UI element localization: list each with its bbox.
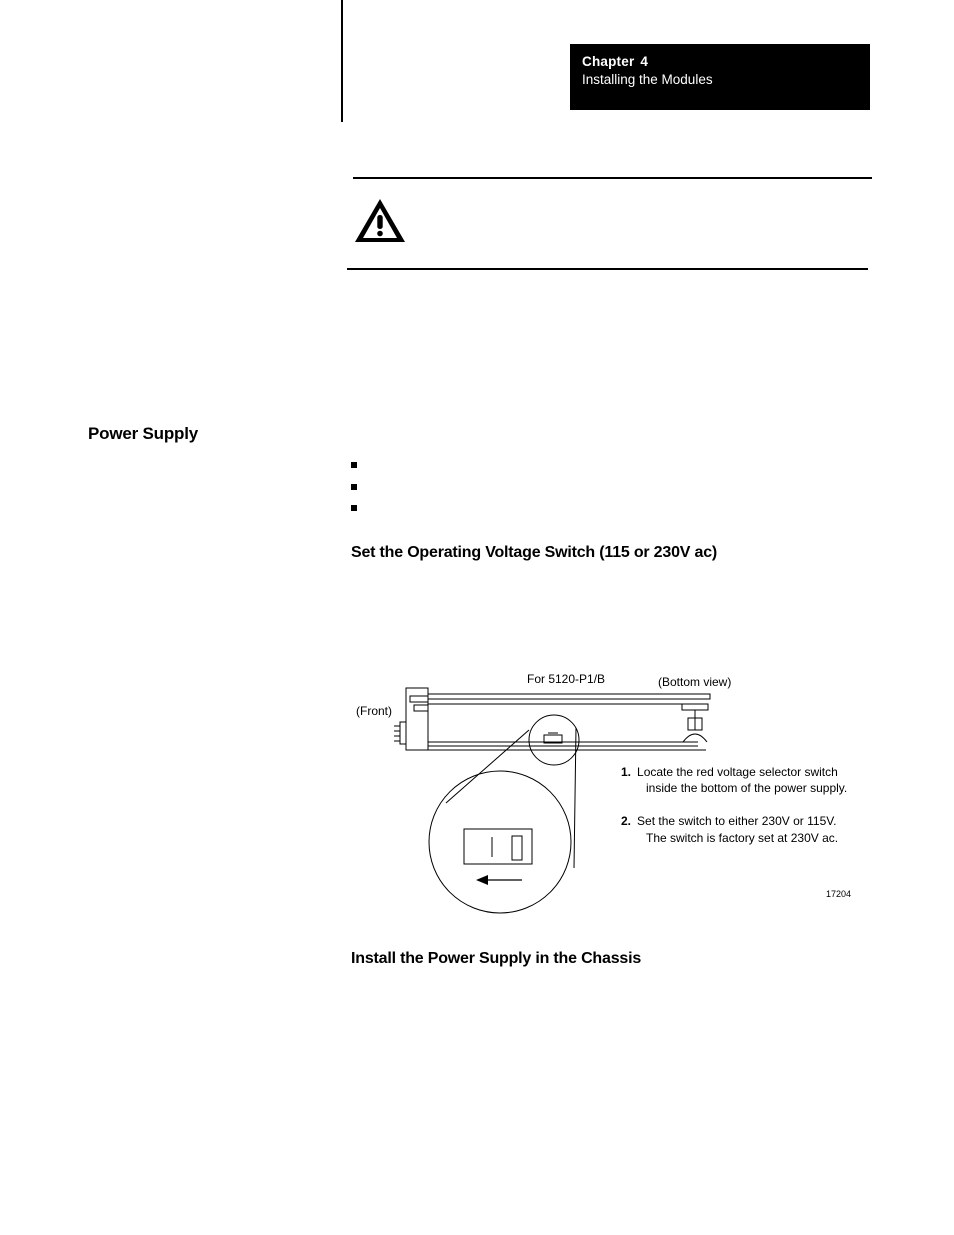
install-heading: Install the Power Supply in the Chassis (351, 950, 642, 967)
bullet-marker (351, 462, 357, 468)
chapter-title: Installing the Modules (582, 72, 713, 87)
voltage-switch-heading: Set the Operating Voltage Switch (115 or 230V ac) (351, 544, 718, 561)
step-number: 1. (621, 765, 632, 779)
step-text: Set the switch to either 230V or 115V. (637, 814, 837, 828)
step-1 (621, 765, 838, 779)
chapter-label: Chapter (582, 54, 635, 69)
chapter-number: 4 (640, 54, 649, 69)
step-2 (621, 814, 836, 828)
front-label: (Front) (356, 704, 392, 718)
view-label: (Bottom view) (658, 675, 732, 689)
warning-top-rule (353, 177, 872, 179)
chapter-header (570, 44, 870, 110)
step-text: Locate the red voltage selector switch (637, 765, 838, 779)
warning-triangle-icon (352, 196, 408, 246)
figure-number: 17204 (826, 889, 852, 899)
chapter-number-line (582, 53, 870, 71)
bullet-marker (351, 505, 357, 511)
step-1-continued: inside the bottom of the power supply. (646, 781, 848, 795)
section-title: Power Supply (88, 424, 199, 443)
warning-bottom-rule (347, 268, 868, 270)
step-number: 2. (621, 814, 632, 828)
model-label: For 5120-P1/B (527, 672, 606, 686)
step-2-continued: The switch is factory set at 230V ac. (646, 831, 839, 845)
bullet-marker (351, 484, 357, 490)
voltage-switch-figure (340, 660, 860, 922)
margin-rule (341, 0, 343, 122)
